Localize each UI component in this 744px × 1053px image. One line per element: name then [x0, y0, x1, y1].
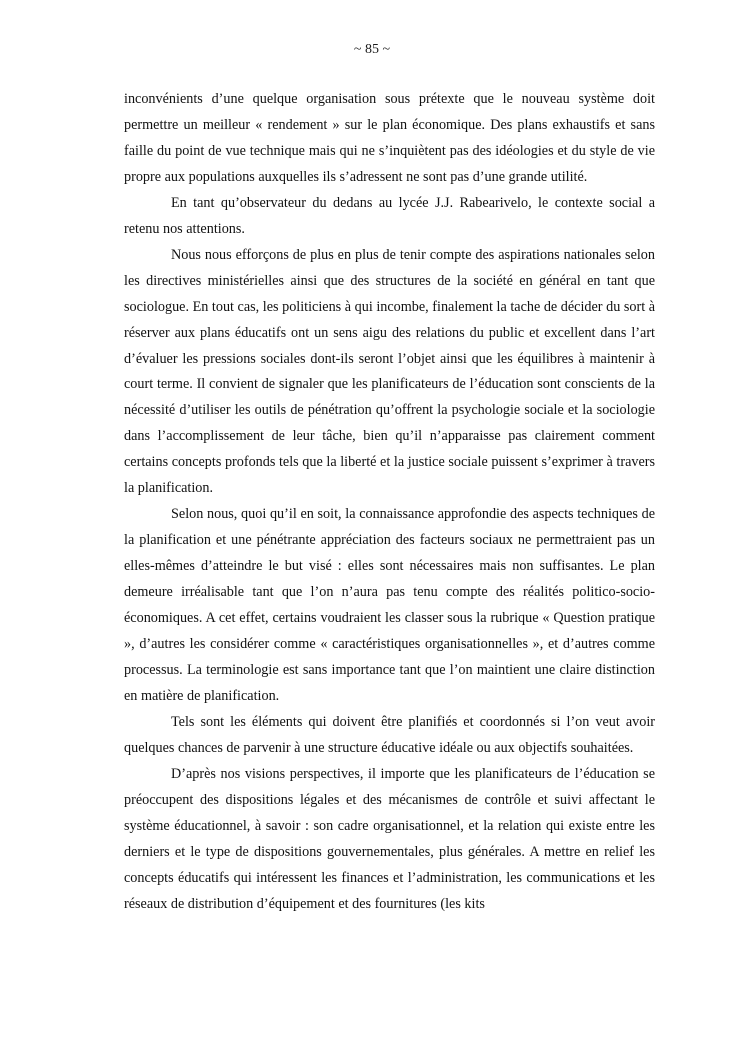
- paragraph-last: D’après nos visions perspectives, il importe que les planificateurs de l’éducation se préoccupent des dispositions légales et des mécanismes de contrôle et suivi affectant le système éducationnel, à savoir : son cadre organisationnel, et la relation qui existe entre les derniers et le type de dispositions gouvernementales, plus générales. A mettre en relief les concepts éducatifs qui intéressent les finances et l’administration, les communications et les réseaux de distribution d’équipement et des fournitures (les kits: [124, 765, 655, 912]
- body-text: [124, 87, 655, 918]
- paragraph: Selon nous, quoi qu’il en soit, la connaissance approfondie des aspects techniques de la planification et une pénétrante appréciation des facteurs sociaux ne permettraient pas un elles-mêmes d’atteindre le but visé : elles sont nécessaires mais non suffisantes. Le plan demeure irréalisable tant que l’on n’aura pas tenu compte des réalités politico-socio-économiques. A cet effet, certains voudraient les classer sous la rubrique « Question pratique », d’autres les considérer comme « caractéristiques organisationnelles », et d’autres comme processus. La terminologie est sans importance tant que l’on maintient une claire distinction en matière de planification.: [124, 506, 655, 704]
- paragraph: En tant qu’observateur du dedans au lycée J.J. Rabearivelo, le contexte social a retenu nos attentions.: [124, 194, 655, 237]
- paragraph: Nous nous efforçons de plus en plus de tenir compte des aspirations nationales selon les directives ministérielles ainsi que des structures de la société en général en tant que sociologue. En tout cas, les politiciens à qui incombe, finalement la tache de décider du sort à réserver aux plans éducatifs ont un sens aigu des relations du public et excellent dans l’art d’évaluer les pressions sociales dont-ils seront l’objet ainsi que les équilibres à maintenir à court terme. Il convient de signaler que les planificateurs de l’éducation sont conscients de la nécessité d’utiliser les outils de pénétration qu’offrent la psychologie sociale et la sociologie dans l’accomplissement de leur tâche, bien qu’il n’apparaisse pas clairement comment certains concepts profonds tels que la liberté et la justice sociale puissent s’exprimer à travers la planification.: [124, 246, 655, 497]
- page-number: ~ 85 ~: [353, 42, 391, 57]
- paragraph: inconvénients d’une quelque organisation sous prétexte que le nouveau système doit permettre un meilleur « rendement » sur le plan économique. Des plans exhaustifs et sans faille du point de vue technique mais qui ne s’inquiètent pas des idéologies et du style de vie propre aux populations auxquelles ils s’adressent ne sont pas d’une grande utilité.: [124, 91, 655, 185]
- paragraph: Tels sont les éléments qui doivent être planifiés et coordonnés si l’on veut avoir quelques chances de parvenir à une structure éducative idéale ou aux objectifs souhaitées.: [124, 713, 655, 756]
